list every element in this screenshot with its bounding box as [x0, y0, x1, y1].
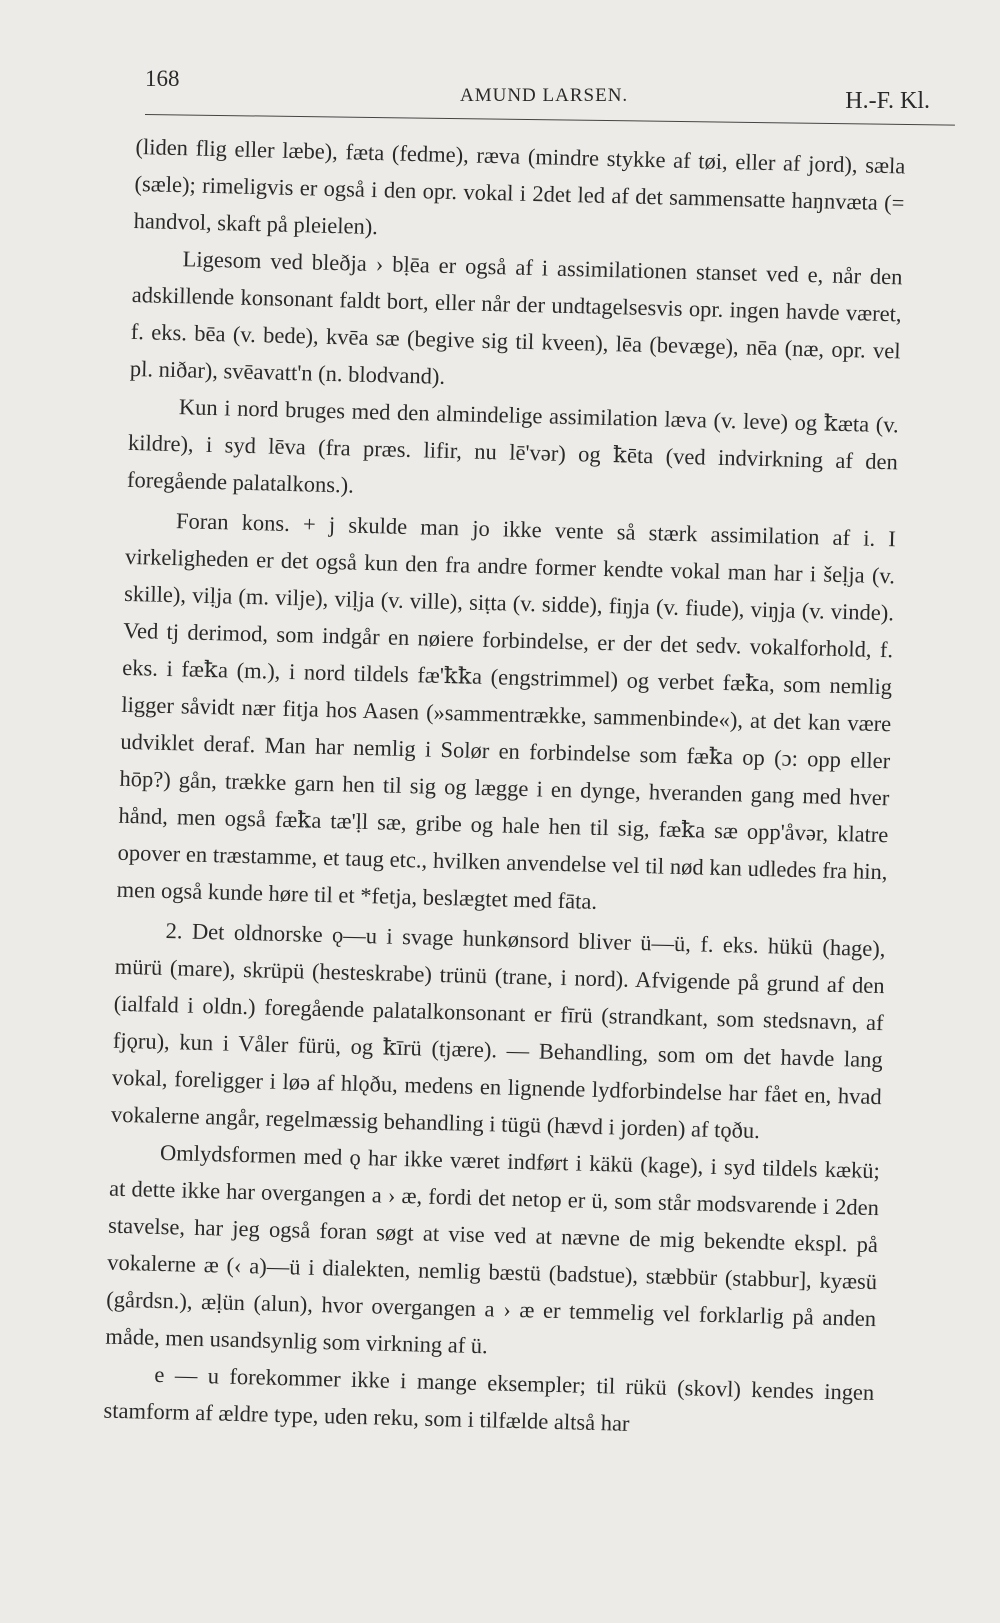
paragraph: Kun i nord bruges med den almindelige assimilation læva (v. leve) og ꝁæta (v. kildre), i syd lēva (fra præs. lifir, nu lē'vər) og ꝁēta (ved indvirkning af den foregående palatalkons.).	[126, 394, 900, 498]
paragraph: (liden flig eller læbe), fæta (fedme), ræva (mindre stykke af tøi, eller af jord), sæla (sæle); rimeligvis er også i den opr. vokal i 2det led af det sammensatte haŋnvæta (= handvol, skaft på pleielen).	[133, 133, 906, 240]
paragraph: Foran kons. + j skulde man jo ikke vente så stærk assimilation af i. I virkeligheden er det også kun den fra andre former kendte vokal man har i šeḷja (v. skille), viḷja (m. vilje), viḷja (v. ville), siṭta (v. sidde), fiŋja (v. fiude), viŋja (v. vinde). Ved tj derimod, som indgår en nøiere forbindelse, er der det sedv. vokalforhold, f. eks. i fæꝁa (m.), i nord tildels fæ'ꝁꝁa (engstrimmel) og verbet fæꝁa, som nemlig ligger såvidt nær fitja hos Aasen (»sammentrække, sammenbinde«), at det kan være udviklet deraf. Man har nemlig i Solør en forbindelse som fæꝁa op (ɔ: opp eller hōp?) gån, trække garn hen til sig og lægge i en dynge, hveranden gang med hver hånd, men også fæꝁa tæ'ḷl sæ, gribe og hale hen til sig, fæꝁa sæ opp'åvər, klatre opover en træstamme, et taug etc., hvilken anvendelse vel til nød kan udledes fra hin, men også kunde høre til et *fetja, beslægtet med fāta.	[116, 508, 897, 914]
paragraph: e — u forekommer ikke i mange eksempler; til rükü (skovl) kendes ingen stamform af ældre type, uden reku, som i tilfælde altså har	[103, 1361, 875, 1436]
running-title: AMUND LARSEN.	[460, 85, 629, 106]
page-header	[145, 66, 930, 116]
section-label: H.-F. Kl.	[845, 88, 930, 114]
page-number: 168	[145, 66, 180, 91]
paragraph: 2. Det oldnorske ǫ—u i svage hunkønsord bliver ü—ü, f. eks. hükü (hage), mürü (mare), skrüpü (hesteskrabe) trünü (trane, i nord). Afvigende på grund af den (ialfald i oldn.) foregående palatalkonsonant er fīrü (strandkant, som stedsnavn, af fjǫru), kun i Våler fürü, og ꝁīrü (tjære). — Behandling, som om det havde lang vokal, foreligger i løə af hlǫðu, medens en lignende lydforbindelse har fået en, hvad vokalerne angår, regelmæssig behandling i tügü (hævd i jorden) af tǫðu.	[110, 918, 886, 1144]
text-body	[103, 128, 906, 1448]
paragraph: Ligesom ved bleðja › bḷēa er også af i assimilationen stanset ved e, når den adskillende konsonant faldt bort, eller når der undtagelsesvis opr. ingen havde været, f. eks. bēa (v. bede), kvēa sæ (begive sig til kveen), lēa (bevæge), nēa (næ, opr. vel pl. niðar), svēavatt'n (n. blodvand).	[129, 246, 903, 389]
paragraph: Omlydsformen med ǫ har ikke været indført i käkü (kage), i syd tildels kækü; at dette ikke har overgangen a › æ, fordi det netop er ü, som står modsvarende i 2den stavelse, har jeg også foran søgt at vise ved at nævne de mig bekendte ekspl. på vokalerne æ (‹ a)—ü i dialekten, nemlig bæstü (badstue), stæbbür (stabbur], kyæsü (gårdsn.), æḷün (alun), hvor overgangen a › æ er temmelig vel forklarlig på anden måde, men usandsynlig som virkning af ü.	[105, 1139, 881, 1359]
